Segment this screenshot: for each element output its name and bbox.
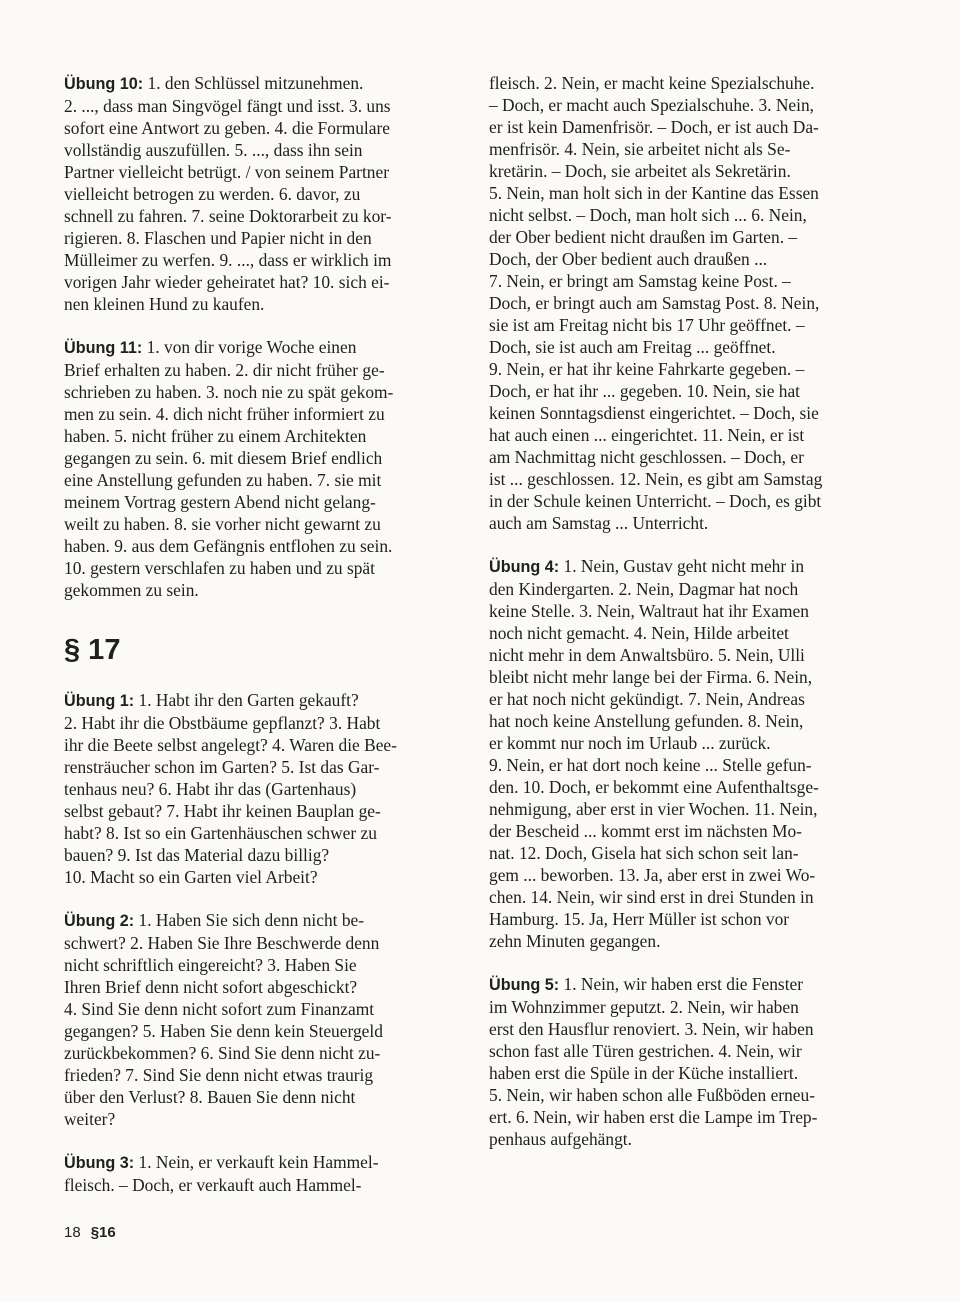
exercise-3-continued — [489, 72, 893, 534]
exercise-text: 1. Nein, er verkauft kein Hammel- fleisch. – Doch, er verkauft auch Hammel- — [64, 1152, 379, 1195]
exercise-label: Übung 1: — [64, 692, 135, 710]
exercise-2-answers — [64, 909, 464, 1130]
page-number: 18 — [64, 1224, 81, 1241]
exercise-label: Übung 10: — [64, 75, 144, 93]
exercise-text: 1. Habt ihr den Garten gekauft? 2. Habt ihr die Obstbäume gepflanzt? 3. Habt ihr die Beete selbst angelegt? 4. Waren die Bee- rensträucher schon im Garten? 5. Ist das Gar- tenhaus neu? 6. Habt ihr das (Gartenhaus) selbst gebaut? 7. Habt ihr keinen Bauplan ge- habt? 8. Ist so ein Gartenhäuschen schwer zu bauen? 9. Ist das Material dazu billig? 10. Macht so ein Garten viel Arbeit? — [64, 690, 397, 887]
exercise-text: 1. Haben Sie sich denn nicht be- schwert? 2. Haben Sie Ihre Beschwerde denn nicht schriftlich eingereicht? 3. Haben Sie Ihren Brief denn nicht sofort abgeschickt? 4. Sind Sie denn nicht sofort zum Finanzamt gegangen? 5. Haben Sie denn kein Steuergeld zurückbekommen? 6. Sind Sie denn nicht zu- frieden? 7. Sind Sie denn nicht etwas traurig über den Verlust? 8. Bauen Sie denn nicht weiter? — [64, 910, 383, 1129]
exercise-label: Übung 3: — [64, 1154, 135, 1172]
exercise-10-answers — [64, 72, 464, 315]
exercise-label: Übung 2: — [64, 912, 135, 930]
exercise-text: 1. von dir vorige Woche einen Brief erhalten zu haben. 2. dir nicht früher ge- schrieben zu haben. 3. noch nie zu spät gekom- men zu sein. 4. dich nicht früher informiert zu haben. 5. nicht früher zu einem Architekten gegangen zu sein. 6. mit diesem Brief endlich eine Anstellung gefunden zu haben. 7. sie mit meinem Vortrag gestern Abend nicht gelang- weilt zu haben. 8. sie vorher nicht gewarnt zu haben. 9. aus dem Gefängnis entflohen zu sein. 10. gestern verschlafen zu haben und zu spät gekommen zu sein. — [64, 337, 394, 600]
section-heading: § 17 — [64, 634, 121, 666]
right-column — [489, 72, 893, 1150]
exercise-4-answers — [489, 555, 893, 952]
exercise-5-answers — [489, 973, 893, 1150]
exercise-1-answers — [64, 689, 464, 888]
exercise-label: Übung 5: — [489, 976, 560, 994]
exercise-11-answers — [64, 336, 464, 601]
exercise-text: 1. Nein, Gustav geht nicht mehr in den Kindergarten. 2. Nein, Dagmar hat noch keine Stelle. 3. Nein, Waltraut hat ihr Examen noch nicht gemacht. 4. Nein, Hilde arbeitet nicht mehr in dem Anwaltsbüro. 5. Nein, Ulli bleibt nicht mehr lange bei der Firma. 6. Nein, er hat noch nicht gekündigt. 7. Nein, Andreas hat noch keine Anstellung gefunden. 8. Nein, er kommt nur noch im Urlaub ... zurück. 9. Nein, er hat dort noch keine ... Stelle gefun- den. 10. Doch, er bekommt eine Aufenthaltsge- nehmigung, aber erst in vier Wochen. 11. Nein, der Bescheid ... kommt erst im nächsten Mo- nat. 12. Doch, Gisela hat sich schon seit lan- gem ... beworben. 13. Ja, aber erst in zwei Wo- chen. 14. Nein, wir sind erst in drei Stunden in Hamburg. 15. Ja, Herr Müller ist schon vor zehn Minuten gegangen. — [489, 556, 819, 951]
exercise-text: 1. Nein, wir haben erst die Fenster im Wohnzimmer geputzt. 2. Nein, wir haben erst den Hausflur renoviert. 3. Nein, wir haben schon fast alle Türen gestrichen. 4. Nein, wir haben erst die Spüle in der Küche installiert. 5. Nein, wir haben schon alle Fußböden erneu- ert. 6. Nein, wir haben erst die Lampe im Trep- penhaus aufgehängt. — [489, 974, 818, 1149]
exercise-text: fleisch. 2. Nein, er macht keine Spezialschuhe. – Doch, er macht auch Spezialschuhe. 3. Nein, er ist kein Damenfrisör. – Doch, er ist auch Da- menfrisör. 4. Nein, sie arbeitet nicht als Se- kretärin. – Doch, sie arbeitet als Sekretärin. 5. Nein, man holt sich in der Kantine das Essen nicht selbst. – Doch, man holt sich ... 6. Nein, der Ober bedient nicht draußen im Garten. – Doch, der Ober bedient auch draußen ... 7. Nein, er bringt am Samstag keine Post. – Doch, er bringt auch am Samstag Post. 8. Nein, sie ist am Freitag nicht bis 17 Uhr geöffnet. – Doch, sie ist auch am Freitag ... geöffnet. 9. Nein, er hat ihr keine Fahrkarte gegeben. – Doch, er hat ihr ... gegeben. 10. Nein, sie hat keinen Sonntagsdienst eingerichtet. – Doch, sie hat auch einen ... eingerichtet. 11. Nein, er ist am Nachmittag nicht geschlossen. – Doch, er ist ... geschlossen. 12. Nein, es gibt am Samstag in der Schule keinen Unterricht. – Doch, es gibt auch am Samstag ... Unterricht. — [489, 73, 823, 533]
exercise-label: Übung 11: — [64, 339, 143, 357]
exercise-3-answers — [64, 1151, 464, 1196]
exercise-label: Übung 4: — [489, 558, 560, 576]
footer-section: §16 — [90, 1224, 116, 1241]
exercise-text: 1. den Schlüssel mitzunehmen. 2. ..., dass man Singvögel fängt und isst. 3. uns sofort eine Antwort zu geben. 4. die Formulare vollständig auszufüllen. 5. ..., dass ihn sein Partner vielleicht betrügt. / von seinem Partner vielleicht betrogen zu werden. 6. davor, zu schnell zu fahren. 7. seine Doktorarbeit zu kor- rigieren. 8. Flaschen und Papier nicht in den Mülleimer zu werfen. 9. ..., dass er wirklich im vorigen Jahr wieder geheiratet hat? 10. sich ei- nen kleinen Hund zu kaufen. — [64, 73, 392, 314]
page-footer — [64, 1224, 116, 1241]
left-column — [64, 72, 464, 1196]
